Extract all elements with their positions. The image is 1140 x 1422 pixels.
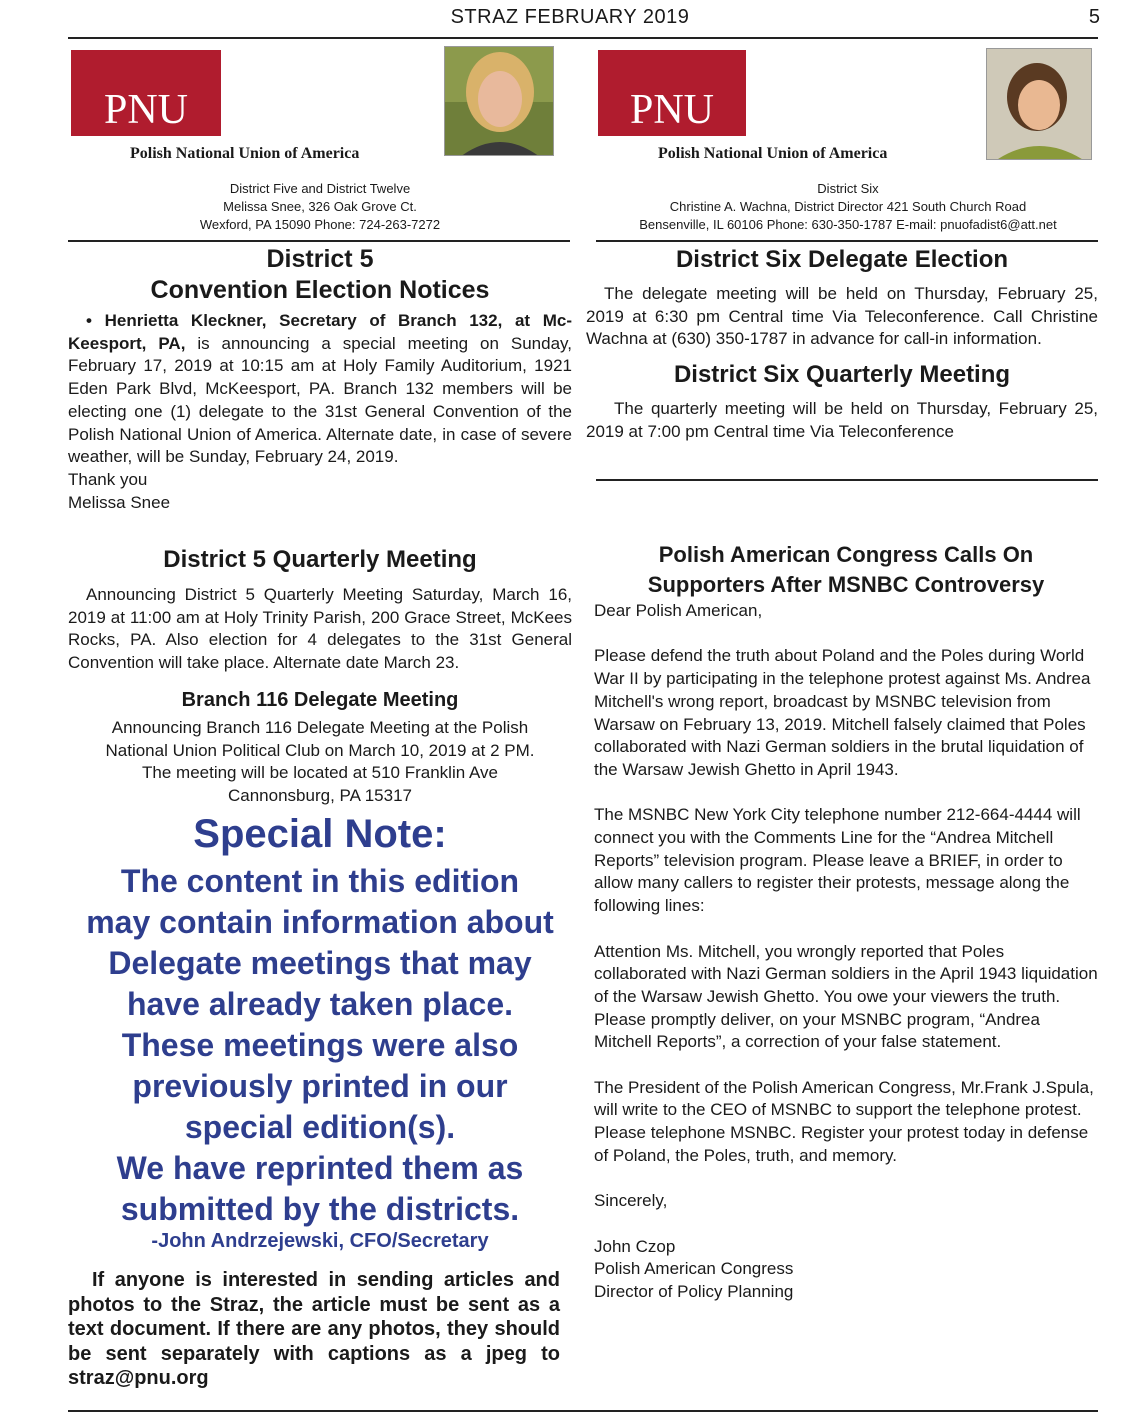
branch116-title: Branch 116 Delegate Meeting: [181, 689, 459, 711]
pnu-logo: PNU: [71, 50, 221, 136]
right-header-rule: [596, 240, 1098, 242]
district5-election-article: [68, 244, 572, 514]
pac-closing: Sincerely,: [594, 1191, 668, 1211]
branch116-text: Announcing Branch 116 Delegate Meeting at the Polish National Union Political Club on March 10, 2019 at 2 PM. The meeting will be located at 510 Franklin Ave Cannonsburg, PA 15317: [105, 718, 535, 806]
special-note-title: Special Note:: [193, 812, 447, 856]
district5-contact: District Five and District Twelve Melissa Snee, 326 Oak Grove Ct. Wexford, PA 15090 Phone: 724-263-7272: [199, 181, 441, 232]
pac-title-line1: Polish American Congress Calls On: [658, 542, 1034, 567]
convention-notices-title: Convention Election Notices: [150, 276, 490, 304]
melissa-snee-photo: [444, 46, 554, 156]
pnu-logo: PNU: [598, 50, 746, 136]
org-name-right: Polish National Union of America: [658, 145, 888, 162]
pac-signature: John Czop Polish American Congress Director of Policy Planning: [594, 1236, 794, 1301]
submission-note: If anyone is interested in sending articles and photos to the Straz, the article must be sent as a text document. If there are any photos, they should be sent separately with captions as a jpeg to straz@pnu.org: [68, 1269, 560, 1389]
pac-paragraph-3: Attention Ms. Mitchell, you wrongly reported that Poles collaborated with Nazi German soldiers in the April 1943 liquidation of the Warsaw Jewish Ghetto. You owe your viewers the truth. Please promptly deliver, on your MSNBC program, “Andrea Mitchell Reports”, a correction of your false statement.: [594, 941, 1098, 1052]
pac-article: [594, 540, 1098, 1304]
signer-name: Melissa Snee: [68, 492, 171, 512]
pac-title-line2: Supporters After MSNBC Controversy: [647, 572, 1045, 597]
pac-paragraph-1: Please defend the truth about Poland and the Poles during World War II by participating in the telephone protest against Ms. Andrea Mitchell's wrong report, broadcast by MSNBC television from Warsaw on February 13, 2019. Mitchell falsely claimed that Poles collaborated with Nazi German soldiers in the brutal liquidation of the Warsaw Jewish Ghetto in April 1943.: [594, 646, 1091, 779]
special-note-text: The content in this edition may contain information about Delegate meetings that may have already taken place. These meetings were also previously printed in our special edition(s). We have reprinted them as submitted by the districts.: [86, 863, 554, 1227]
district6-election-text: The delegate meeting will be held on Thursday, February 25, 2019 at 6:30 pm Central time Via Teleconference. Call Christine Wachna at (630) 350-1787 in advance for call-in information.: [586, 284, 1098, 349]
pac-greeting: Dear Polish American,: [594, 601, 763, 620]
branch116-article: [68, 687, 572, 808]
pac-letter: [594, 600, 1098, 1304]
district6-quarterly-title: District Six Quarterly Meeting: [673, 361, 1011, 389]
christine-wachna-photo: [986, 48, 1092, 160]
district6-contact: District Six Christine A. Wachna, District Director 421 South Church Road Bensenville, IL 60106 Phone: 630-350-1787 E-mail: pnuofadist6@att.net: [639, 181, 1057, 232]
special-note-signature: -John Andrzejewski, CFO/Secretary: [151, 1230, 489, 1252]
header-rule: [68, 37, 1098, 39]
running-header-title: STRAZ FEBRUARY 2019: [450, 6, 690, 28]
district6-quarterly-text: The quarterly meeting will be held on Thursday, February 25, 2019 at 7:00 pm Central time Via Teleconference: [586, 399, 1098, 441]
district6-election-title: District Six Delegate Election: [675, 246, 1009, 273]
special-note: [68, 812, 572, 1253]
district5-quarterly-text: Announcing District 5 Quarterly Meeting Saturday, March 16, 2019 at 11:00 am at Holy Trinity Parish, 200 Grace Street, McKees Rocks, PA. Also election for 4 delegates to the 31st General Convention will take place. Alternate date March 23.: [68, 585, 572, 673]
district6-election-article: [586, 244, 1098, 444]
footer-rule: [68, 1410, 1098, 1412]
page-number: 5: [1088, 6, 1100, 28]
pac-paragraph-4b: Please telephone MSNBC. Register your protest today in defense of Poland, the Poles, truth, and memory.: [594, 1123, 1089, 1165]
pac-paragraph-4a: The President of the Polish American Congress, Mr.Frank J.Spula, will write to the CEO of MSNBC to support the telephone protest.: [594, 1077, 1094, 1120]
district5-title: District 5: [266, 245, 374, 273]
district5-election-text: • Henrietta Kleckner, Secretary of Branch 132, at Mc-Keesport, PA, is announcing a special meeting on Sunday, February 17, 2019 at 10:15 am at Holy Family Auditorium, 1921 Eden Park Blvd, McKeesport, PA. Branch 132 members will be electing one (1) delegate to the 31st General Convention of the Polish National Union of America. Alternate date, in case of severe weather, will be Sunday, February 24, 2019.: [68, 311, 572, 467]
pac-paragraph-2: The MSNBC New York City telephone number 212-664-4444 will connect you with the Comments Line for the “Andrea Mitchell Reports” television program. Please leave a BRIEF, in order to allow many callers to register their protests, message along the following lines:: [594, 805, 1081, 916]
district5-quarterly-article: [68, 544, 572, 675]
district5-quarterly-title: District 5 Quarterly Meeting: [163, 546, 477, 573]
thanks-line: Thank you: [68, 469, 148, 489]
left-header-rule: [68, 240, 570, 242]
right-section-rule: [596, 479, 1098, 481]
org-name-left: Polish National Union of America: [130, 145, 360, 162]
